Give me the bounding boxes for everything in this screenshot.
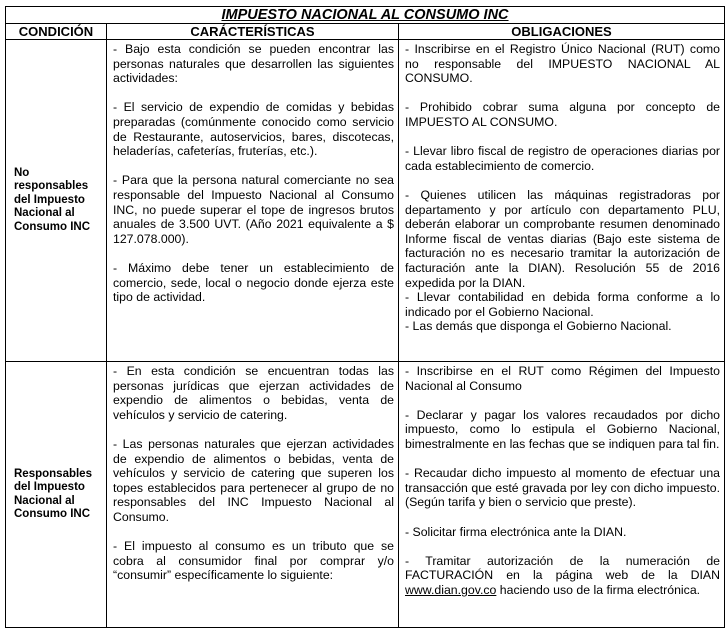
inc-table xyxy=(5,6,725,628)
characteristics-cell-2 xyxy=(107,362,399,628)
obligation-paragraph: - Declarar y pagar los valores recaudados por dicho impuesto, como lo estipula el Gobierno Nacional, bimestralmente en las fechas que se indiquen para tal fin. xyxy=(405,407,721,451)
characteristic-paragraph: - Las personas naturales que ejerzan actividades de expendio de alimentos o bebidas, venta de vehículos y servicio de catering que superen los topes establecidos para pertenecer al grupo de no responsables del INC Impuesto Nacional al Consumo. xyxy=(113,436,394,524)
obligation-paragraph: - Recaudar dicho impuesto al momento de efectuar una transacción que esté gravada por ley con dicho impuesto. (Según tarifa y bien o servicio que preste). xyxy=(405,466,721,510)
characteristic-paragraph: - Bajo esta condición se pueden encontrar las personas naturales que desarrollen las siguientes actividades: xyxy=(113,42,394,86)
obligations-cell-1 xyxy=(399,40,725,362)
table-title: IMPUESTO NACIONAL AL CONSUMO INC xyxy=(6,7,725,24)
inc-document xyxy=(5,6,724,609)
characteristic-paragraph: - En esta condición se encuentran todas las personas jurídicas que ejerzan actividades de expendio de alimentos o bebidas, venta de vehículos y servicio de catering. xyxy=(113,364,394,422)
characteristic-paragraph: - Para que la persona natural comerciante no sea responsable del Impuesto Nacional al Consumo INC, no puede superar el tope de ingresos brutos anuales de 3.500 UVT. (Año 2021 equivalente a $ 127.078.000). xyxy=(113,173,394,246)
obligation-paragraph: - Llevar contabilidad en debida forma conforme a lo indicado por el Gobierno Nacional. xyxy=(405,290,721,319)
table-row xyxy=(6,40,725,362)
obligations-cell-2 xyxy=(399,362,725,628)
header-obligaciones: OBLIGACIONES xyxy=(399,24,725,40)
dian-website-link[interactable]: www.dian.gov.co xyxy=(405,582,497,597)
obligation-paragraph: - Las demás que disponga el Gobierno Nacional. xyxy=(405,319,672,334)
obligation-paragraph: - Prohibido cobrar suma alguna por concepto de IMPUESTO AL CONSUMO. xyxy=(405,100,721,129)
header-condicion: CONDICIÓN xyxy=(6,24,107,40)
condition-responsables: Responsables del Impuesto Nacional al Consumo INC xyxy=(6,362,107,628)
obligation-text-after-link: haciendo uso de la firma electrónica. xyxy=(496,582,701,597)
obligation-paragraph: - Solicitar firma electrónica ante la DIAN. xyxy=(405,524,627,539)
characteristic-paragraph: - El impuesto al consumo es un tributo que se cobra al consumidor final por comprar y/o “consumir” específicamente lo siguiente: xyxy=(113,539,394,583)
table-row xyxy=(6,362,725,628)
obligation-paragraph: - Inscribirse en el RUT como Régimen del Impuesto Nacional al Consumo xyxy=(405,364,721,393)
characteristics-cell-1 xyxy=(107,40,399,362)
obligation-paragraph: - Inscribirse en el Registro Único Nacional (RUT) como no responsable del IMPUESTO NACIONAL AL CONSUMO. xyxy=(405,42,721,86)
condition-no-responsables: No responsables del Impuesto Nacional al Consumo INC xyxy=(6,40,107,362)
obligation-paragraph: - Quienes utilicen las máquinas registradoras por departamento y por artículo con departamento PLU, deberán elaborar un comprobante resumen denominado Informe fiscal de ventas diarias (Bajo este sistema de facturación no es necesario tramitar la autorización de facturación ante la DIAN). Resolución 55 de 2016 expedida por la DIAN. xyxy=(405,187,721,290)
obligation-paragraph-facturacion xyxy=(405,554,720,598)
obligation-text-before-link: - Tramitar autorización de la numeración de FACTURACIÓN en la página web de la DIAN xyxy=(405,553,721,583)
characteristic-paragraph: - Máximo debe tener un establecimiento de comercio, sede, local o negocio donde ejerza este tipo de actividad. xyxy=(113,260,394,305)
obligation-paragraph: - Llevar libro fiscal de registro de operaciones diarias por cada establecimiento de comercio. xyxy=(405,144,721,173)
characteristic-paragraph: - El servicio de expendio de comidas y bebidas preparadas (comúnmente conocido como servicio de Restaurante, autoservicios, bares, discotecas, heladerías, cafeterías, fruterías, etc.). xyxy=(113,100,394,159)
header-caracteristicas: CARÁCTERÍSTICAS xyxy=(107,24,399,40)
